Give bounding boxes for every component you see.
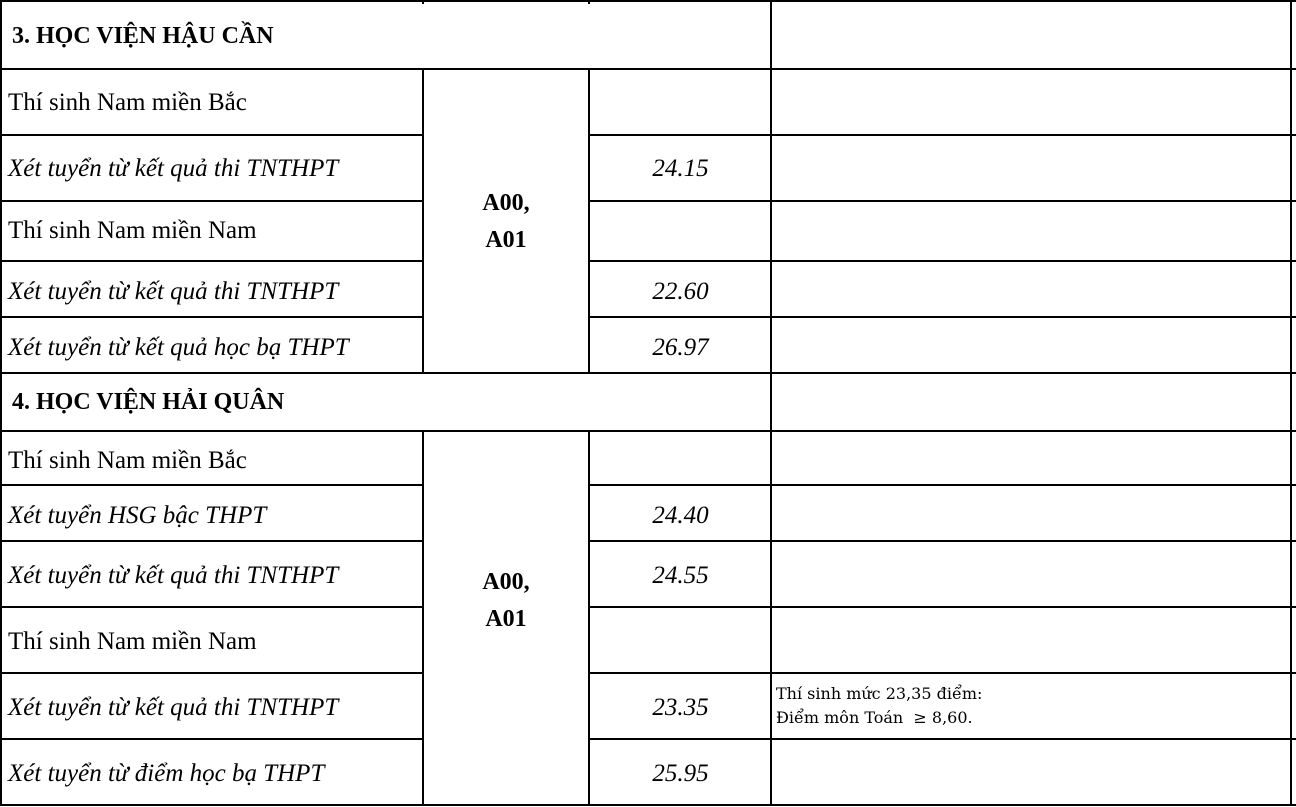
score-value: 24.15 — [652, 155, 709, 182]
row-label: Xét tuyển từ kết quả thi TNTHPT — [8, 278, 339, 305]
row-border — [0, 200, 424, 202]
column-border — [422, 0, 424, 4]
row-label: Xét tuyển từ kết quả học bạ THPT — [8, 334, 349, 361]
combo-line: A00, — [482, 569, 530, 595]
combo-line: A01 — [485, 606, 527, 632]
column-border — [588, 0, 590, 4]
row-border — [588, 134, 1296, 136]
row-border — [588, 606, 1296, 608]
row-label: Xét tuyển từ kết quả thi TNTHPT — [8, 694, 339, 721]
row-border — [0, 804, 1296, 806]
row-label: Thí sinh Nam miền Bắc — [8, 89, 247, 116]
column-border — [0, 0, 2, 806]
combo-line: A00, — [482, 190, 530, 216]
row-border — [0, 738, 424, 740]
row-label: Thí sinh Nam miền Bắc — [8, 447, 247, 474]
row-border — [0, 484, 424, 486]
row-border — [588, 484, 1296, 486]
subject-combination — [423, 185, 589, 259]
combo-line: A01 — [485, 227, 527, 253]
subject-combination — [423, 564, 589, 638]
score-value: 25.95 — [652, 760, 709, 787]
score-value: 22.60 — [652, 278, 709, 305]
section-title: 4. HỌC VIỆN HẢI QUÂN — [12, 389, 285, 415]
row-border — [588, 260, 1296, 262]
row-border — [588, 316, 1296, 318]
column-border — [1290, 0, 1292, 806]
row-border — [0, 68, 1296, 70]
row-label: Thí sinh Nam miền Nam — [8, 217, 257, 244]
row-label: Xét tuyển từ điểm học bạ THPT — [8, 760, 325, 787]
score-value: 26.97 — [652, 334, 709, 361]
score-value: 24.55 — [652, 562, 709, 589]
row-border — [588, 200, 1296, 202]
row-label: Xét tuyển từ kết quả thi TNTHPT — [8, 562, 339, 589]
row-border — [0, 540, 424, 542]
row-border — [0, 606, 424, 608]
row-label: Xét tuyển HSG bậc THPT — [8, 502, 267, 529]
score-value: 24.40 — [652, 502, 709, 529]
row-border — [0, 672, 424, 674]
score-value: 23.35 — [652, 694, 709, 721]
note-line: Thí sinh mức 23,35 điểm: — [776, 684, 983, 703]
row-border — [0, 134, 424, 136]
row-border — [588, 738, 1296, 740]
section-title: 3. HỌC VIỆN HẬU CẦN — [12, 23, 274, 49]
row-border — [0, 0, 1296, 2]
note-line: Điểm môn Toán ≥ 8,60. — [776, 708, 973, 727]
column-border — [770, 0, 772, 806]
row-border — [0, 372, 1296, 374]
row-border — [0, 316, 424, 318]
row-label: Thí sinh Nam miền Nam — [8, 628, 257, 655]
row-border — [0, 430, 1296, 432]
row-border — [588, 540, 1296, 542]
score-note — [776, 682, 982, 730]
row-border — [588, 672, 1296, 674]
row-label: Xét tuyển từ kết quả thi TNTHPT — [8, 155, 339, 182]
row-border — [0, 260, 424, 262]
